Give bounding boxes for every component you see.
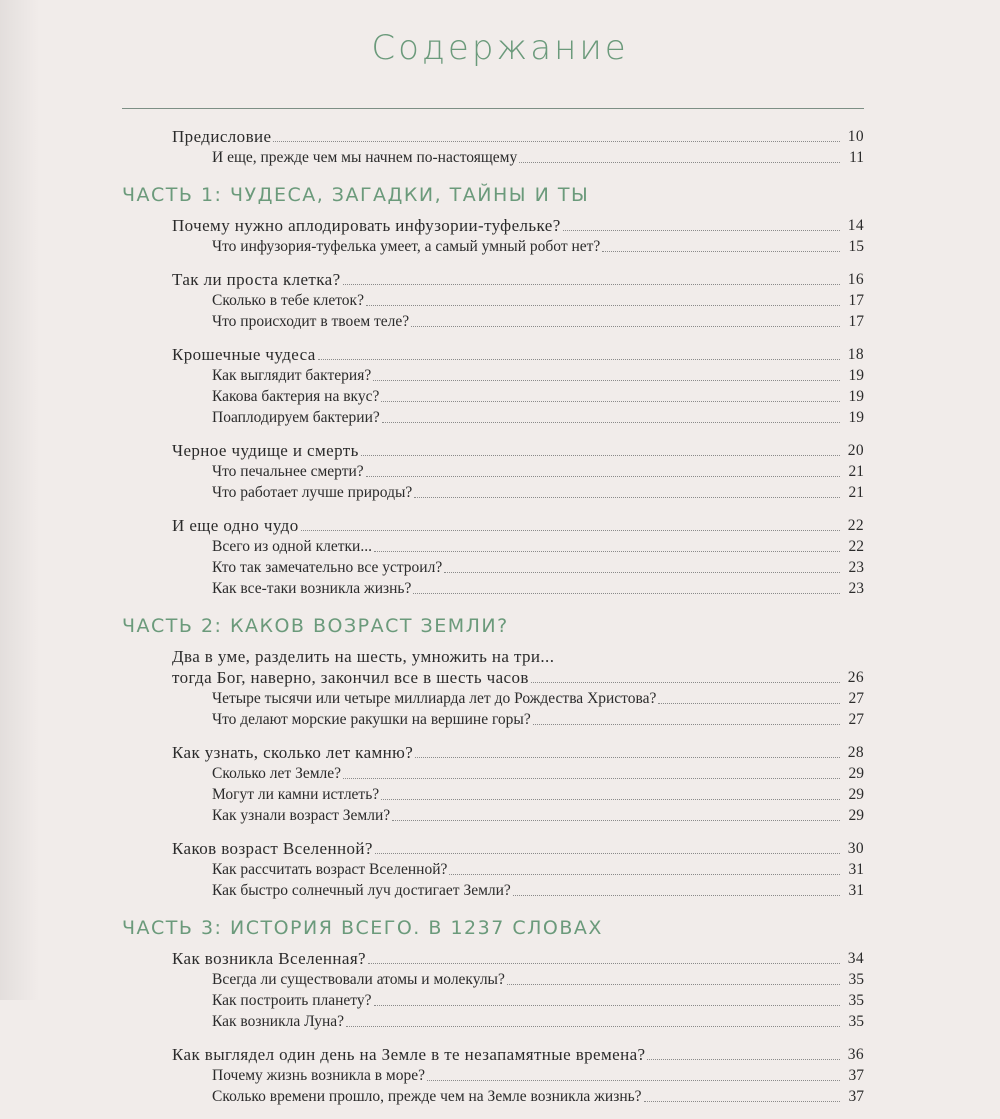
dot-leader [361,455,840,456]
toc-entry [0,215,864,236]
toc-entry-title: Что происходит в твоем теле? [212,313,410,330]
dot-leader [602,251,840,252]
toc-entry-title: Сколько времени прошло, прежде чем на Земле возникла жизнь? [212,1088,642,1105]
toc-subentry [0,147,864,168]
toc-chapter-group [0,344,1000,428]
toc-page-number: 19 [848,388,864,405]
dot-leader [449,874,840,875]
toc-page-number: 17 [848,313,864,330]
dot-leader [273,141,840,142]
toc-chapter-group [0,440,1000,503]
toc-page-number: 30 [847,840,864,857]
dot-leader [374,1005,841,1006]
toc-part-heading: ЧАСТЬ 1: ЧУДЕСА, ЗАГАДКИ, ТАЙНЫ И ТЫ [122,184,590,206]
toc-entry [0,838,864,859]
toc-entry-title: Каков возраст Вселенной? [172,839,373,858]
toc-page-number: 29 [848,807,864,824]
dot-leader [411,326,840,327]
dot-leader [381,799,840,800]
toc-subentry [0,557,864,578]
toc-page-number: 35 [848,971,864,988]
toc-entry-title: Почему нужно аплодировать инфузории-туфельке? [172,216,561,235]
toc-page-number: 37 [848,1067,864,1084]
toc-page-number: 23 [848,559,864,576]
toc-entry-title: Как выглядел один день на Земле в те незапамятные времена? [172,1045,646,1064]
toc-entry-title: Как быстро солнечный луч достигает Земли? [212,882,511,899]
toc-subentry [0,859,864,880]
toc-page-number: 20 [847,442,864,459]
toc-subentry [0,461,864,482]
toc-chapter-group [0,515,1000,599]
dot-leader [346,1026,840,1027]
toc-entry [0,515,864,536]
dot-leader [415,757,840,758]
toc-entry-title: Какова бактерия на вкус? [212,388,380,405]
toc-subentry [0,578,864,599]
toc-page-number: 19 [848,409,864,426]
dot-leader [366,476,840,477]
toc-subentry [0,880,864,901]
dot-leader [318,359,840,360]
toc-page-number: 19 [848,367,864,384]
toc-page-number: 11 [849,149,864,166]
toc-chapter-group [0,838,1000,901]
toc-entry-title: И еще, прежде чем мы начнем по-настоящему [212,149,518,166]
toc-entry-title: Черное чудище и смерть [172,441,359,460]
toc-page-number: 31 [848,882,864,899]
dot-leader [381,401,840,402]
toc-entry-title: тогда Бог, наверно, закончил все в шесть часов [172,668,529,687]
toc-entry-title: Сколько в тебе клеток? [212,292,364,309]
toc-chapter-group [0,215,1000,257]
toc-entry [0,667,864,688]
toc-entry [0,269,864,290]
dot-leader [647,1059,840,1060]
toc-entry-title: Что делают морские ракушки на вершине горы? [212,711,531,728]
dot-leader [519,162,840,163]
dot-leader [658,703,840,704]
dot-leader [301,530,840,531]
toc-subentry [0,386,864,407]
toc-page-number: 21 [848,463,864,480]
toc-page-number: 28 [847,744,864,761]
toc-page-number: 17 [848,292,864,309]
dot-leader [533,724,840,725]
toc-subentry [0,365,864,386]
toc-entry [0,948,864,969]
toc-entry-title: Могут ли камни истлеть? [212,786,380,803]
toc-chapter-group [0,269,1000,332]
title-divider [122,108,864,109]
toc-entry [0,742,864,763]
toc-chapter-group [0,646,1000,730]
dot-leader [343,778,840,779]
dot-leader [414,497,840,498]
dot-leader [427,1080,840,1081]
dot-leader [366,305,840,306]
toc-subentry [0,969,864,990]
toc-entry-title: Так ли проста клетка? [172,270,341,289]
dot-leader [382,422,840,423]
dot-leader [444,572,840,573]
toc-entry-title: Как возникла Луна? [212,1013,345,1030]
toc-subentry [0,407,864,428]
toc-subentry [0,763,864,784]
toc-page-number: 14 [847,217,864,234]
toc-entry-title: Как узнали возраст Земли? [212,807,391,824]
toc-page-number: 15 [848,238,864,255]
toc-subentry [0,1065,864,1086]
toc-page-number: 18 [847,346,864,363]
toc-subentry [0,1086,864,1107]
toc-entry-title: Всего из одной клетки... [212,538,372,555]
toc-subentry [0,1011,864,1032]
toc-subentry [0,688,864,709]
toc-page-number: 21 [848,484,864,501]
toc-page-number: 35 [848,992,864,1009]
toc-entry-title: Крошечные чудеса [172,345,316,364]
toc-entry-title: Предисловие [172,127,272,146]
toc-subentry [0,536,864,557]
toc-page-number: 23 [848,580,864,597]
toc-entry [0,344,864,365]
dot-leader [374,551,840,552]
toc-page-number: 29 [848,786,864,803]
toc-entry-title: Поаплодируем бактерии? [212,409,380,426]
toc-entry-title: Что работает лучше природы? [212,484,413,501]
toc-entry-title: Сколько лет Земле? [212,765,342,782]
toc-entry-title: Что печальнее смерти? [212,463,364,480]
toc-page-number: 29 [848,765,864,782]
toc-part-heading: ЧАСТЬ 2: КАКОВ ВОЗРАСТ ЗЕМЛИ? [122,615,509,637]
toc-entry [0,126,864,147]
toc-entry-title: Что инфузория-туфелька умеет, а самый умный робот нет? [212,238,601,255]
toc-subentry [0,290,864,311]
toc-entry [0,1044,864,1065]
toc-entry [0,646,864,667]
page-title: Содержание [371,28,629,68]
dot-leader [507,984,840,985]
toc-subentry [0,805,864,826]
dot-leader [563,230,840,231]
toc-entry-title: Четыре тысячи или четыре миллиарда лет до Рождества Христова? [212,690,657,707]
toc-part-heading: ЧАСТЬ 3: ИСТОРИЯ ВСЕГО. В 1237 СЛОВАХ [122,917,603,939]
toc-chapter-group [0,1044,1000,1107]
toc-entry-title: Как рассчитать возраст Вселенной? [212,861,448,878]
toc-subentry [0,784,864,805]
toc-entry-title: И еще одно чудо [172,516,299,535]
toc-entry-title: Два в уме, разделить на шесть, умножить на три... [172,647,555,666]
dot-leader [513,895,840,896]
dot-leader [413,593,840,594]
toc-page-number: 22 [848,538,864,555]
toc-entry [0,440,864,461]
toc-page-number: 31 [848,861,864,878]
toc-page-number: 26 [847,669,864,686]
dot-leader [375,853,840,854]
toc-entry-title: Как узнать, сколько лет камню? [172,743,414,762]
toc-intro-group [0,126,1000,168]
table-of-contents [0,126,1000,1119]
dot-leader [531,682,840,683]
toc-entry-title: Как построить планету? [212,992,372,1009]
dot-leader [343,284,840,285]
toc-chapter-group [0,948,1000,1032]
toc-entry-title: Как выглядит бактерия? [212,367,372,384]
toc-entry-title: Как возникла Вселенная? [172,949,367,968]
dot-leader [373,380,840,381]
toc-page-number: 35 [848,1013,864,1030]
dot-leader [644,1101,840,1102]
toc-subentry [0,236,864,257]
dot-leader [392,820,840,821]
toc-entry-title: Как все-таки возникла жизнь? [212,580,412,597]
toc-page-number: 37 [848,1088,864,1105]
toc-page-number: 27 [848,690,864,707]
toc-subentry [0,990,864,1011]
toc-subentry [0,311,864,332]
toc-entry-title: Всегда ли существовали атомы и молекулы? [212,971,505,988]
toc-entry-title: Почему жизнь возникла в море? [212,1067,425,1084]
toc-page-number: 34 [847,950,864,967]
toc-subentry [0,482,864,503]
toc-page-number: 16 [847,271,864,288]
toc-page-number: 22 [847,517,864,534]
toc-page-number: 36 [847,1046,864,1063]
toc-subentry [0,709,864,730]
toc-page-number: 10 [847,128,864,145]
toc-chapter-group [0,742,1000,826]
toc-page-number: 27 [848,711,864,728]
toc-entry-title: Кто так замечательно все устроил? [212,559,443,576]
dot-leader [368,963,840,964]
